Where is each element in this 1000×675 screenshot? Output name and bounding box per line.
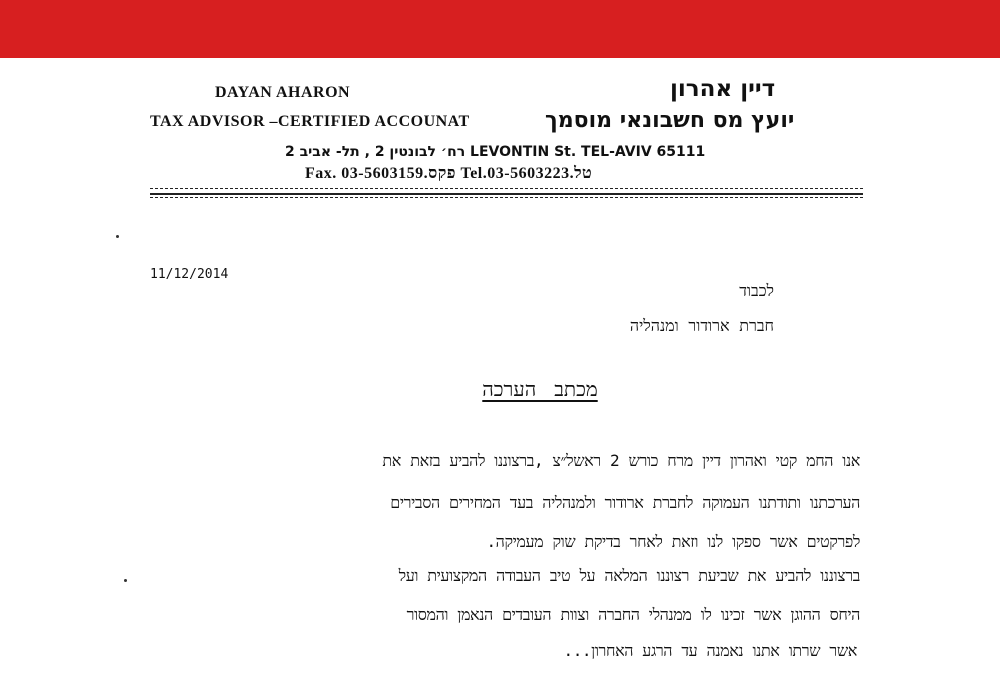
letter-subject-text: מכתב הערכה	[482, 377, 598, 401]
scan-speck	[116, 235, 119, 238]
letterhead-divider-bottom	[150, 197, 863, 198]
letter-body-line: אשר שרתו אתנו נאמנה עד הרגע האחרון...	[563, 641, 857, 660]
scan-speck	[124, 579, 127, 582]
letter-recipient: חברת ארודור ומנהליה	[629, 316, 774, 335]
letter-body-line: הערכתנו ותודתנו העמוקה לחברת ארודור ולמנהליה בעד המחירים הסבירים	[390, 493, 860, 512]
letter-salutation: לכבוד	[739, 281, 774, 300]
letter-body-line: אנו החמ קטי ואהרון דיין מרח כורש 2 ראשל״צ ,ברצוננו להביע בזאת את	[382, 451, 860, 470]
letterhead-title-hebrew: יועץ מס חשבונאי מוסמך	[545, 108, 795, 133]
letterhead-name-hebrew: דיין אהרון	[670, 76, 776, 102]
letterhead-name-english: DAYAN AHARON	[215, 84, 351, 101]
letter-date: 11/12/2014	[150, 267, 229, 282]
header-color-bar	[0, 0, 1000, 58]
letter-subject-heading	[0, 377, 1000, 402]
letterhead-divider-middle	[150, 193, 863, 195]
letterhead-phone-fax: Fax. 03-5603159.פקס Tel.03-5603223.טל	[305, 165, 593, 182]
letter-body-line: ברצוננו להביע את שביעת רצוננו המלאה על טיב העבודה המקצועית ועל	[398, 566, 860, 585]
letter-body-line: לפרקטים אשר ספקו לנו וזאת לאחר בדיקת שוק מעמיקה.	[486, 532, 860, 551]
letterhead-title-english: TAX ADVISOR –CERTIFIED ACCOUNAT	[150, 113, 470, 130]
letter-body-line: היחס ההוגן אשר זכינו לו ממנהלי החברה וצוות העובדים הנאמן והמסור	[406, 605, 860, 624]
letterhead-divider-top	[150, 188, 863, 189]
letterhead-address: רח׳ לבונטין 2 , תל- אביב 2 LEVONTIN St. TEL-AVIV 65111	[285, 144, 706, 160]
